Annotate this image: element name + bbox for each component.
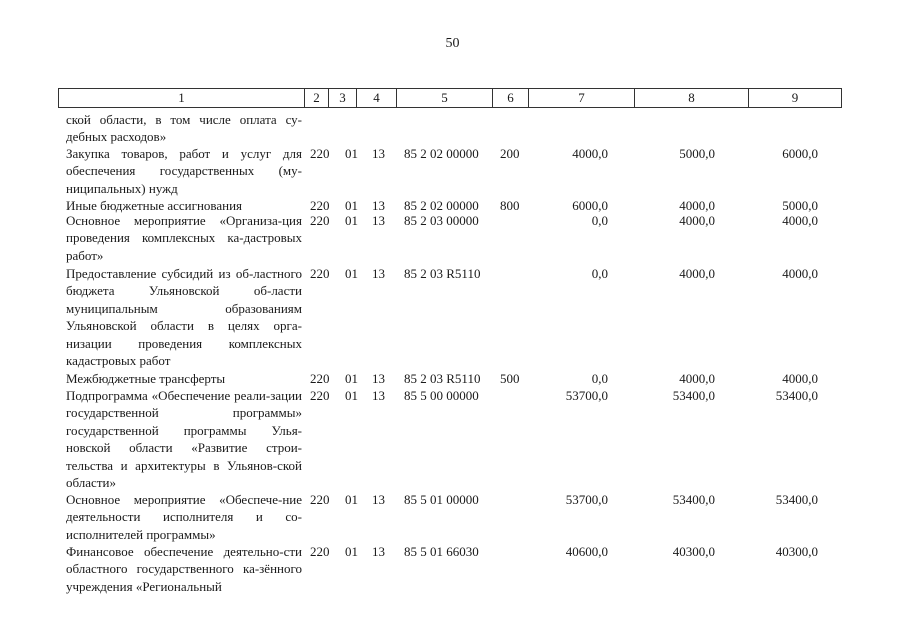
header-col-6: 6 [493,89,529,107]
row-subsection: 13 [372,198,385,213]
row-description: Иные бюджетные ассигнования [66,198,243,213]
row-description: Основное мероприятие «Обеспече-ние деятельности исполнителя и со-исполнителей программы» [66,492,302,542]
row-description: ской области, в том числе оплата су-дебных расходов» [66,112,302,145]
header-col-8: 8 [635,89,749,107]
row-value-col-9: 53400,0 [775,388,818,403]
row-code: 220 [310,198,330,213]
row-code: 220 [310,544,330,559]
row-subsection: 13 [372,388,385,403]
row-section: 01 [345,492,358,507]
row-code: 220 [310,388,330,403]
row-value-col-7: 53700,0 [565,388,608,403]
row-value-col-8: 4000,0 [679,198,715,213]
header-col-9: 9 [791,90,799,105]
row-code: 220 [310,492,330,507]
row-target-article: 85 2 03 R5110 [404,266,481,281]
row-section: 01 [345,544,358,559]
row-value-col-8: 4000,0 [679,266,715,281]
row-code: 220 [310,371,330,386]
row-value-col-8: 53400,0 [672,492,715,507]
row-expense-type: 800 [500,198,520,213]
row-description: Закупка товаров, работ и услуг для обеспечения государственных (му-ниципальных) нужд [66,146,302,196]
row-target-article: 85 2 02 00000 [404,146,479,161]
row-expense-type: 500 [500,371,520,386]
row-value-col-8: 4000,0 [679,371,715,386]
row-description: Финансовое обеспечение деятельно-сти областного государственного ка-зённого учреждения «Региональный [66,544,302,594]
row-section: 01 [345,266,358,281]
table-header [58,88,842,108]
row-value-col-8: 4000,0 [679,213,715,228]
header-col-3: 3 [329,89,357,107]
row-value-col-7: 40600,0 [565,544,608,559]
row-section: 01 [345,371,358,386]
row-description: Предоставление субсидий из об-ластного бюджета Ульяновской об-ласти муниципальным образованиям Ульяновской области в целях орга-низации проведения комплексных кадастровых работ [66,266,302,369]
header-col-4: 4 [357,89,397,107]
row-code: 220 [310,146,330,161]
row-value-col-9: 40300,0 [775,544,818,559]
row-code: 220 [310,213,330,228]
row-subsection: 13 [372,266,385,281]
row-target-article: 85 2 03 00000 [404,213,479,228]
row-value-col-7: 0,0 [591,213,608,228]
row-target-article: 85 2 02 00000 [404,198,479,213]
row-subsection: 13 [372,492,385,507]
row-value-col-9: 4000,0 [782,266,818,281]
row-target-article: 85 5 00 00000 [404,388,479,403]
row-subsection: 13 [372,371,385,386]
row-value-col-8: 40300,0 [672,544,715,559]
row-section: 01 [345,146,358,161]
row-subsection: 13 [372,213,385,228]
row-value-col-9: 5000,0 [782,198,818,213]
page-number: 50 [445,36,460,51]
row-value-col-9: 4000,0 [782,371,818,386]
header-col-5: 5 [397,89,493,107]
row-value-col-9: 53400,0 [775,492,818,507]
row-value-col-7: 0,0 [591,266,608,281]
row-value-col-7: 53700,0 [565,492,608,507]
row-value-col-9: 4000,0 [782,213,818,228]
header-col-2: 2 [305,89,329,107]
row-section: 01 [345,198,358,213]
header-col-1: 1 [59,89,305,107]
row-description: Подпрограмма «Обеспечение реали-зации государственной программы» государственной программы Улья-новской области «Развитие строи-тельства и архитектуры в Ульянов-ской области» [66,388,302,491]
row-description: Основное мероприятие «Организа-ция проведения комплексных ка-дастровых работ» [66,213,302,263]
row-expense-type: 200 [500,146,520,161]
row-target-article: 85 2 03 R5110 [404,371,481,386]
row-code: 220 [310,266,330,281]
row-section: 01 [345,388,358,403]
row-description: Межбюджетные трансферты [66,371,226,386]
row-subsection: 13 [372,544,385,559]
row-value-col-7: 4000,0 [572,146,608,161]
row-section: 01 [345,213,358,228]
row-value-col-7: 6000,0 [572,198,608,213]
row-value-col-9: 6000,0 [782,146,818,161]
row-target-article: 85 5 01 00000 [404,492,479,507]
row-value-col-7: 0,0 [591,371,608,386]
row-value-col-8: 5000,0 [679,146,715,161]
row-subsection: 13 [372,146,385,161]
row-target-article: 85 5 01 66030 [404,544,479,559]
row-value-col-8: 53400,0 [672,388,715,403]
header-col-7: 7 [529,89,635,107]
